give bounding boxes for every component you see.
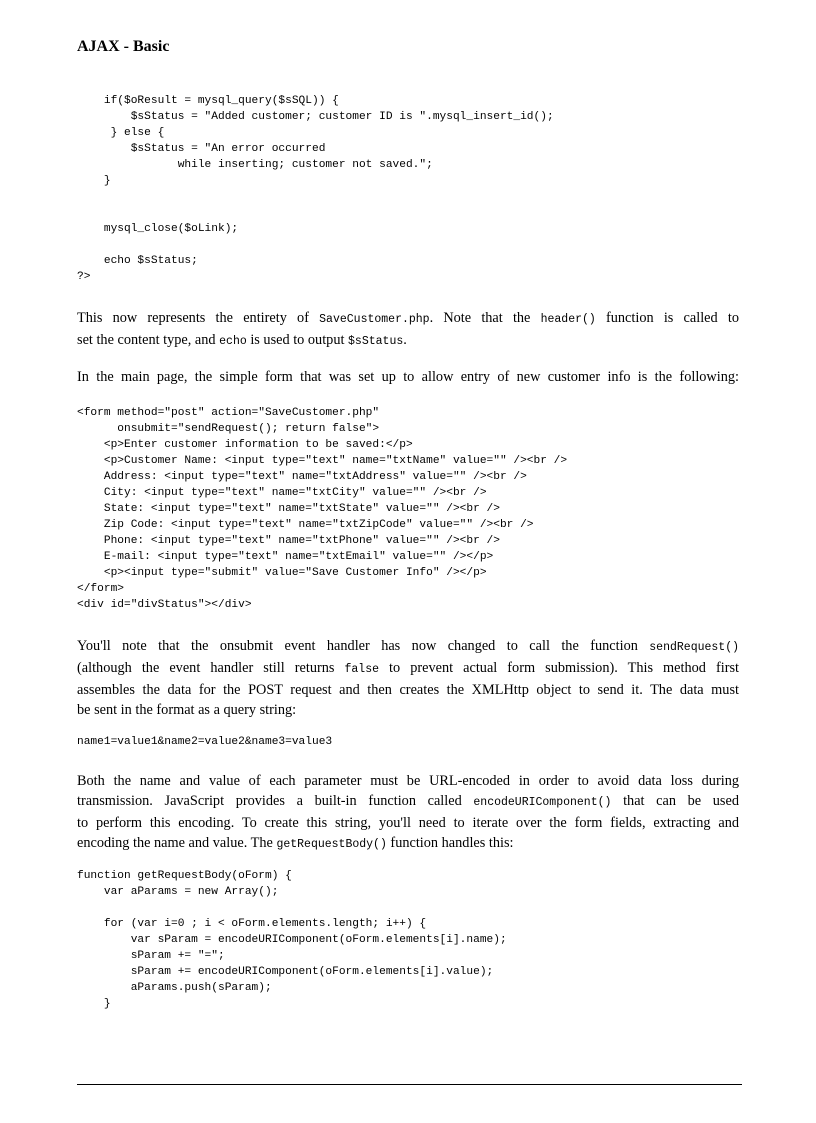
inline-code: SaveCustomer.php: [319, 313, 430, 326]
paragraph-url-encoding: Both the name and value of each parameter must be URL-encoded in order to avoid data loss during transmission. JavaScript provides a built-in function called encodeURIComponent() that can be used to perform this encoding. To create this string, you'll need to iterate over the form fields, extracting and encoding the name and value. The getRequestBody() function handles this:: [77, 773, 739, 851]
inline-code: encodeURIComponent(): [473, 796, 612, 809]
paragraph-savecustomer: This now represents the entirety of SaveCustomer.php. Note that the header() function is called to set the content type, and echo is used to output $sStatus.: [77, 310, 739, 348]
page-header-title: AJAX - Basic: [77, 38, 170, 55]
paragraph-onsubmit: You'll note that the onsubmit event handler has now changed to call the function sendRequest() (although the event handler still returns false to prevent actual form submission). This method first assembles the data for the POST request and then creates the XMLHttp object to send it. The data must be sent in the format as a query string:: [77, 638, 740, 718]
paragraph-main-page: In the main page, the simple form that was set up to allow entry of new customer info is the following:: [77, 369, 739, 385]
code-block-php-save: if($oResult = mysql_query($sSQL)) { $sStatus = "Added customer; customer ID is ".mysql_insert_id(); } else { $sStatus = "An error occurred while inserting; customer not saved."; } mysql_close($oLink); echo $sStatus; ?>: [77, 95, 554, 283]
inline-code: header(): [540, 313, 596, 326]
inline-code: sendRequest(): [649, 641, 739, 654]
code-block-getrequestbody: function getRequestBody(oForm) { var aParams = new Array(); for (var i=0 ; i < oForm.elements.length; i++) { var sParam = encodeURIComponent(oForm.elements[i].name); sParam += "="; sParam += encodeURIComponent(oForm.elements[i].value); aParams.push(sParam); }: [77, 870, 507, 1010]
footer-rule: [77, 1084, 742, 1085]
inline-code: $sStatus: [348, 335, 404, 348]
code-block-query-string: name1=value1&name2=value2&name3=value3: [77, 736, 333, 748]
inline-code: echo: [219, 335, 247, 348]
inline-code: false: [344, 663, 380, 676]
code-block-html-form: <form method="post" action="SaveCustomer.php" onsubmit="sendRequest(); return false"> <p>Enter customer information to be saved:</p> <p>Customer Name: <input type="text" name="txtName" value="" /><br /> Address: <input type="text" name="txtAddress" value="" /><br /> City: <input type="text" name="txtCity" value="" /><br /> State: <input type="text" name="txtState" value="" /><br /> Zip Code: <input type="text" name="txtZipCode" value="" /><br /> Phone: <input type="text" name="txtPhone" value="" /><br /> E-mail: <input type="text" name="txtEmail" value="" /></p> <p><input type="submit" value="Save Customer Info" /></p> </form> <div id="divStatus"></div>: [77, 407, 568, 611]
inline-code: getRequestBody(): [276, 838, 387, 851]
